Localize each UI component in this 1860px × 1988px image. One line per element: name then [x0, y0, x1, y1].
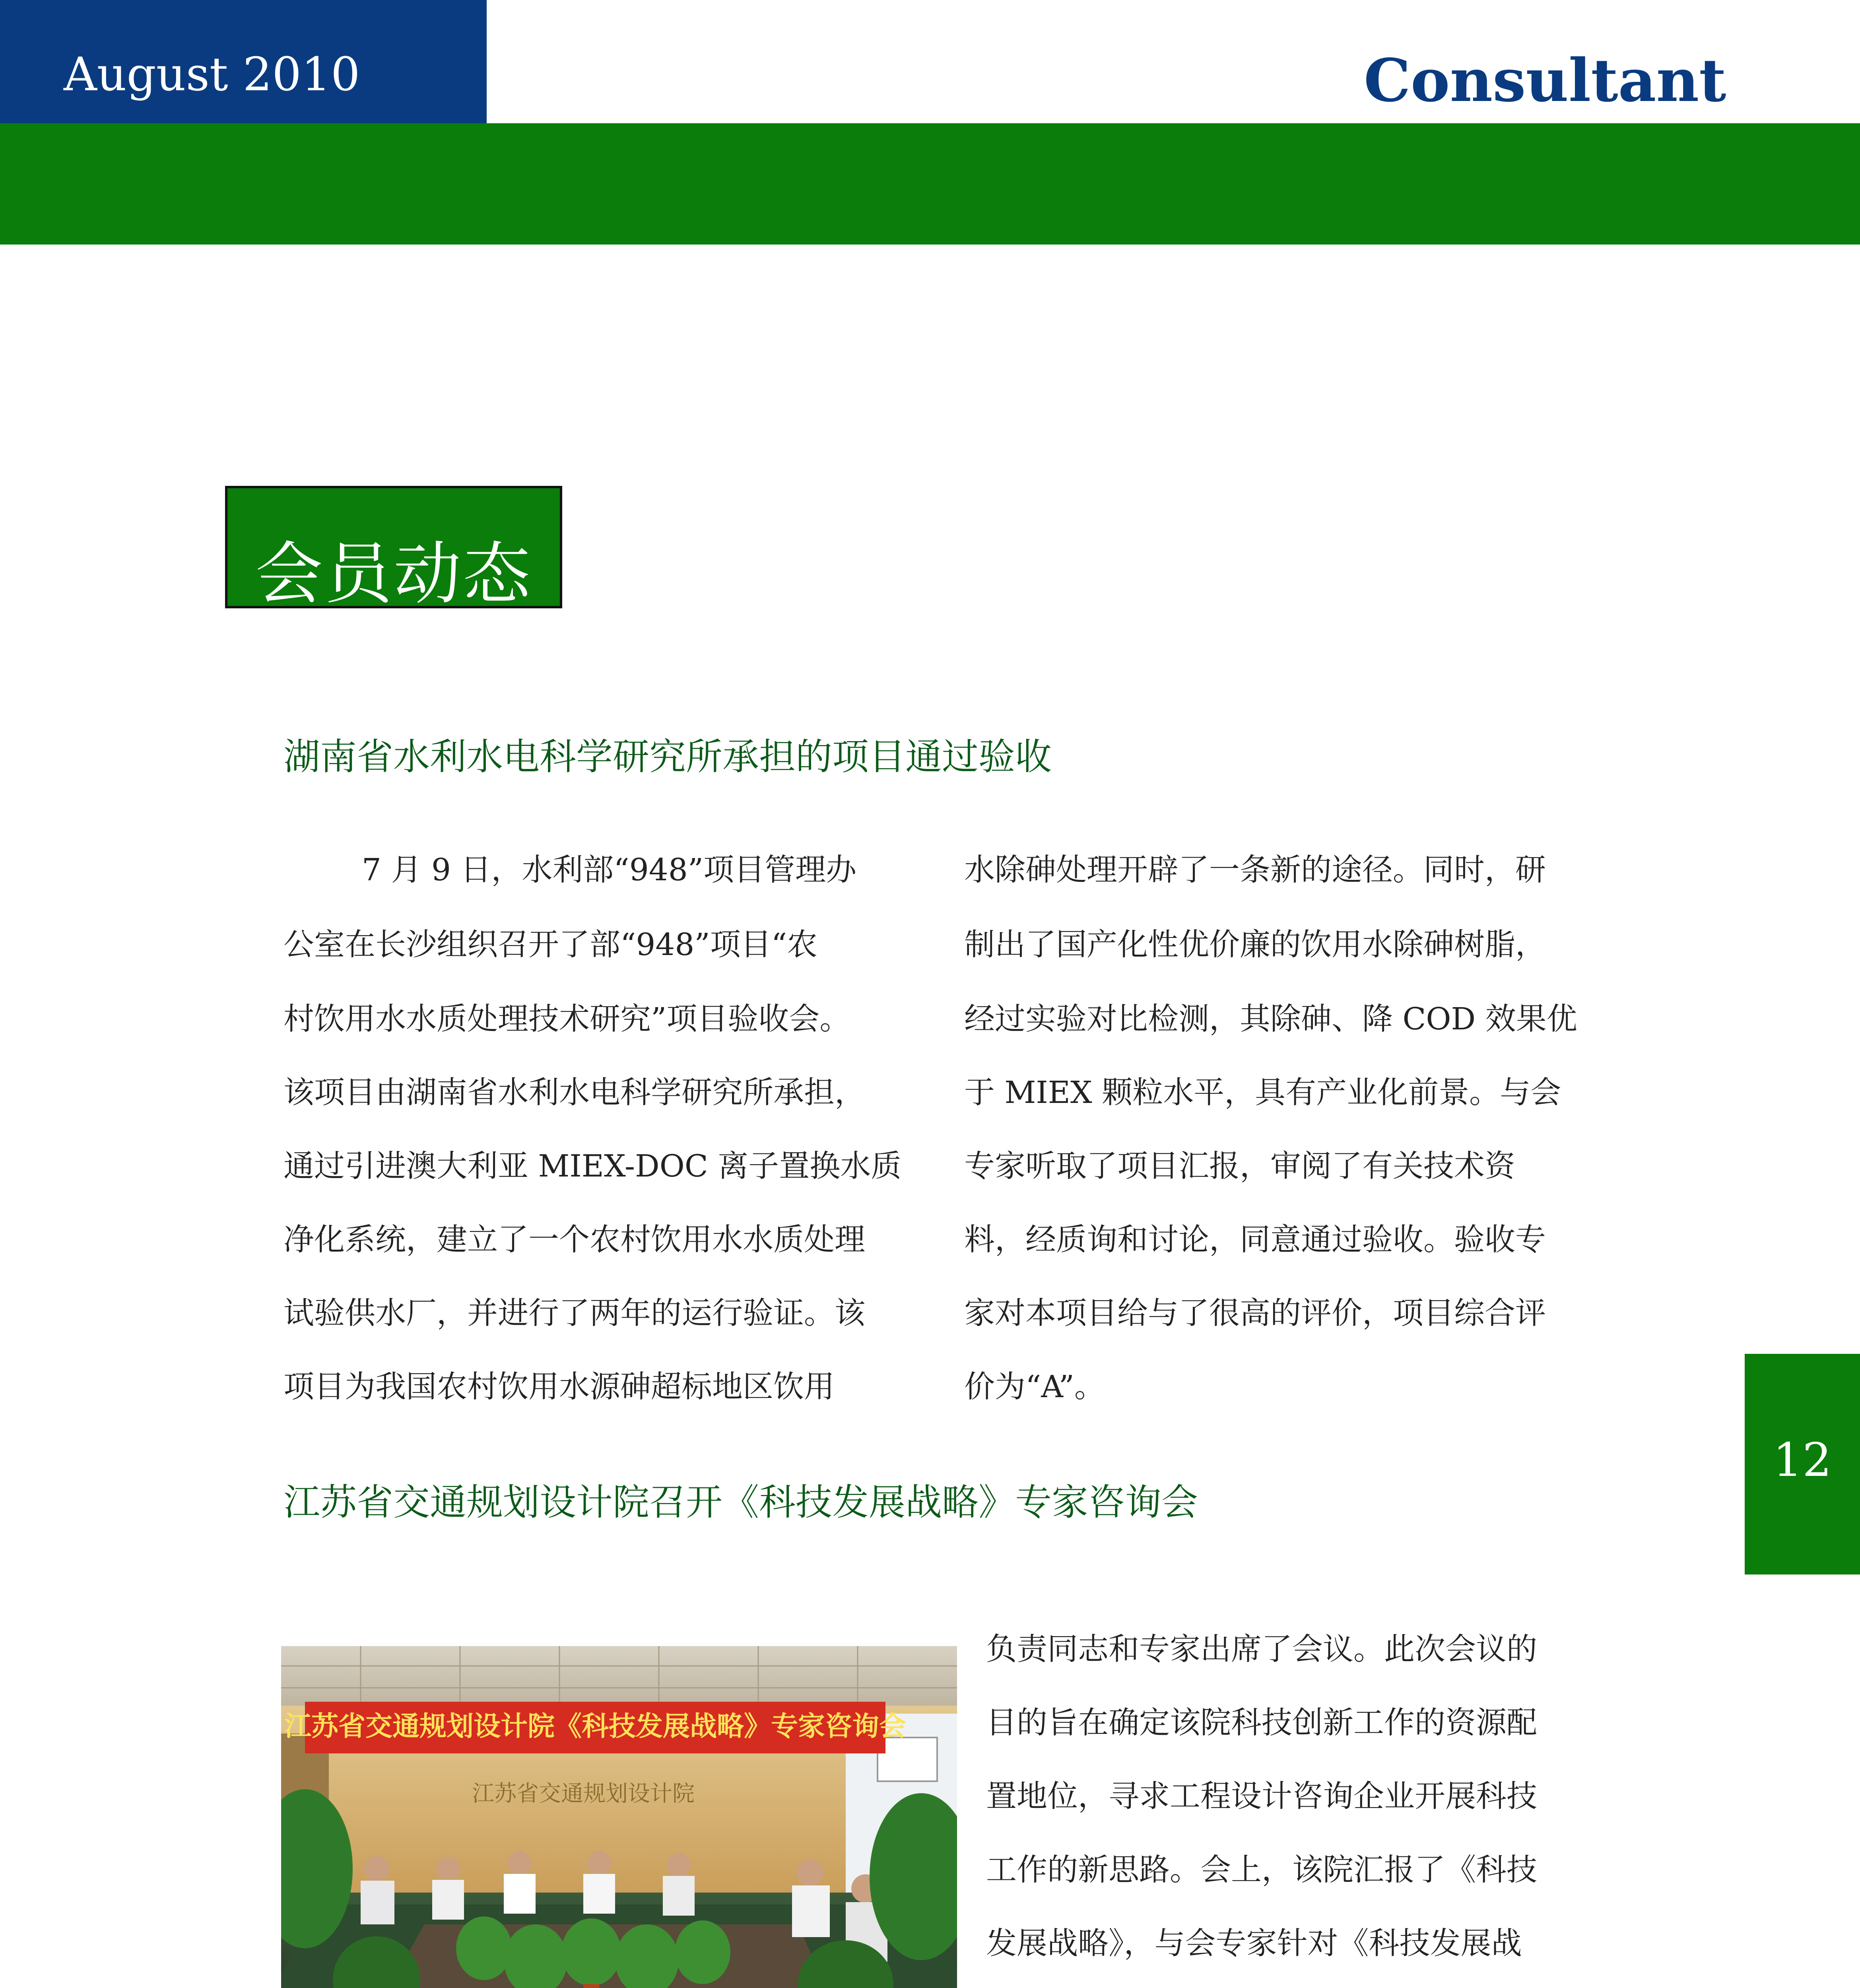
- section-label: 会员动态: [255, 535, 532, 613]
- article2-line: 发展战略》，与会专家针对《科技发展战: [986, 1926, 1522, 1961]
- article1-title: 湖南省水利水电科学研究所承担的项目通过验收: [283, 736, 1052, 778]
- wall-sign: 江苏省交通规划设计院: [472, 1781, 695, 1807]
- article2-title: 江苏省交通规划设计院召开《科技发展战略》专家咨询会: [283, 1481, 1198, 1524]
- article1-line: 7 月 9 日，水利部“948”项目管理办: [362, 852, 857, 888]
- whiteboard: [878, 1738, 937, 1781]
- article1-line: 料，经质询和讨论，同意通过验收。验收专: [964, 1222, 1546, 1258]
- article1-line: 净化系统，建立了一个农村饮用水水质处理: [283, 1222, 865, 1258]
- article1-line: 村饮用水水质处理技术研究”项目验收会。: [283, 1002, 850, 1037]
- article1-line: 于 MIEX 颗粒水平，具有产业化前景。与会: [964, 1075, 1561, 1110]
- article2-line: 工作的新思路。会上，该院汇报了《科技: [986, 1852, 1537, 1888]
- article1-line: 通过引进澳大利亚 MIEX-DOC 离子置换水质: [283, 1149, 902, 1184]
- section-label-box: [225, 486, 562, 613]
- issue-date: August 2010: [64, 48, 360, 101]
- header-green-band: [0, 123, 1860, 245]
- article1-line: 公室在长沙组织召开了部“948”项目“农: [283, 927, 818, 963]
- banner-text: 江苏省交通规划设计院《科技发展战略》专家咨询会: [284, 1710, 907, 1742]
- article2-line: 目的旨在确定该院科技创新工作的资源配: [986, 1705, 1537, 1741]
- article1-line: 经过实验对比检测，其除砷、降 COD 效果优: [964, 1002, 1577, 1037]
- article2-line: 置地位，寻求工程设计咨询企业开展科技: [986, 1779, 1537, 1814]
- article1-line: 水除砷处理开辟了一条新的途径。同时，研: [964, 852, 1546, 888]
- meeting-photo: [281, 1646, 957, 1988]
- article2-line: 负责同志和专家出席了会议。此次会议的: [986, 1632, 1537, 1667]
- page-number-tab: [1745, 1354, 1860, 1574]
- article1-line: 家对本项目给与了很高的评价，项目综合评: [964, 1296, 1546, 1331]
- article1-line: 该项目由湖南省水利水电科学研究所承担，: [283, 1075, 865, 1110]
- article1-line: 价为“A”。: [964, 1369, 1105, 1405]
- article1-line: 制出了国产化性优价廉的饮用水除砷树脂，: [964, 927, 1546, 963]
- article1-line: 试验供水厂，并进行了两年的运行验证。该: [283, 1296, 865, 1331]
- article1-line: 项目为我国农村饮用水源砷超标地区饮用: [283, 1369, 835, 1405]
- page-number: 12: [1773, 1433, 1832, 1487]
- meeting-photo-svg: [281, 1646, 957, 1988]
- article1-line: 专家听取了项目汇报，审阅了有关技术资: [964, 1149, 1515, 1184]
- publication-title: Consultant: [1364, 46, 1726, 115]
